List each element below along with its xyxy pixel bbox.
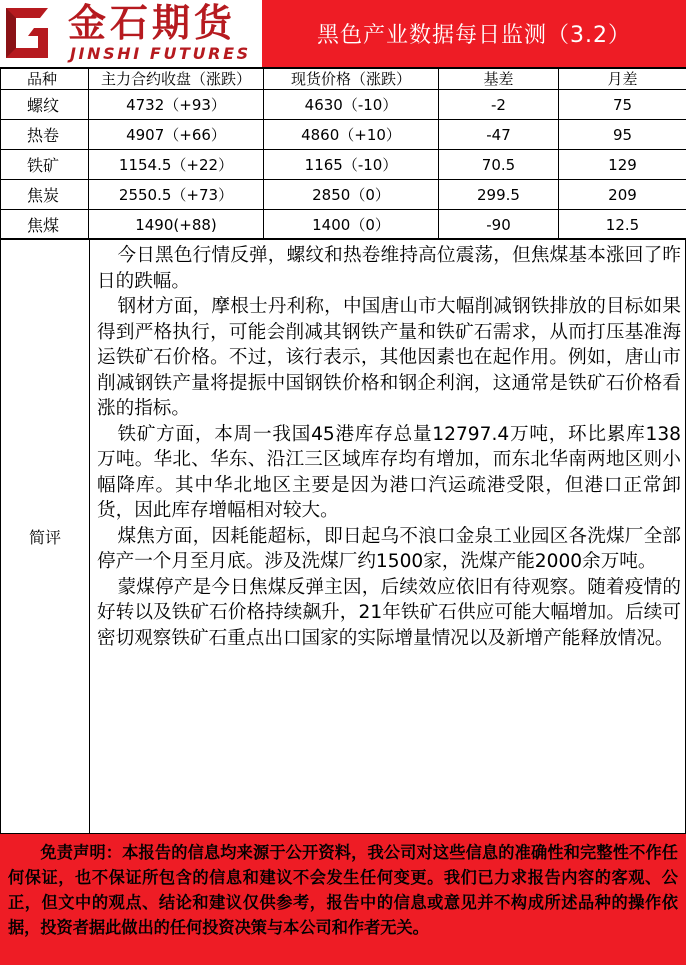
table-cell: 铁矿 <box>1 150 89 180</box>
table-row <box>1 120 686 150</box>
commentary-paragraph: 铁矿方面，本周一我国45港库存总量12797.4万吨，环比累库138万吨。华北、华东、沿江三区域库存均有增加，而东北华南两地区则小幅降库。其中华北地区主要是因为港口汽运疏港受限，但港口正常卸货，因此库存增幅相对较大。 <box>97 423 681 521</box>
table-cell: 螺纹 <box>1 90 89 120</box>
table-cell: 1154.5（+22） <box>89 150 264 180</box>
table-cell: 75 <box>559 90 686 120</box>
table-cell: 12.5 <box>559 210 686 240</box>
company-logo <box>0 0 262 67</box>
table-cell: 4907（+66） <box>89 120 264 150</box>
table-cell: 4860（+10） <box>264 120 439 150</box>
table-cell: 70.5 <box>439 150 559 180</box>
table-cell: 129 <box>559 150 686 180</box>
price-table <box>0 68 686 240</box>
commentary-body <box>97 243 681 651</box>
table-row <box>1 180 686 210</box>
commentary-paragraph: 钢材方面，摩根士丹利称，中国唐山市大幅削减钢铁排放的目标如果得到严格执行，可能会削减其钢铁产量和铁矿石需求，从而打压基准海运铁矿石价格。不过，该行表示，其他因素也在起作用。例如，唐山市削减钢铁产量将提振中国钢铁价格和钢企利润，这通常是铁矿石价格看涨的指标。 <box>97 296 681 419</box>
price-table-wrapper <box>0 68 686 240</box>
table-cell: 4732（+93） <box>89 90 264 120</box>
report-title: 黑色产业数据每日监测（3.2） <box>317 23 631 48</box>
column-header: 品种 <box>1 69 89 90</box>
table-header-row <box>1 69 686 90</box>
table-cell: 95 <box>559 120 686 150</box>
column-header: 主力合约收盘（涨跌） <box>89 69 264 90</box>
jinshi-logo-icon <box>2 2 58 64</box>
commentary-paragraph: 今日黑色行情反弹，螺纹和热卷维持高位震荡，但焦煤基本涨回了昨日的跌幅。 <box>97 245 681 292</box>
table-row <box>1 90 686 120</box>
column-header: 月差 <box>559 69 686 90</box>
commentary-paragraph: 煤焦方面，因耗能超标，即日起乌不浪口金泉工业园区各洗煤厂全部停产一个月至月底。涉及洗煤厂约1500家，洗煤产能2000余万吨。 <box>97 525 681 572</box>
table-cell: -90 <box>439 210 559 240</box>
table-cell: 209 <box>559 180 686 210</box>
report-header <box>0 0 686 68</box>
table-cell: 2850（0） <box>264 180 439 210</box>
table-cell: 4630（-10） <box>264 90 439 120</box>
commentary-section <box>0 238 686 834</box>
table-cell: 焦炭 <box>1 180 89 210</box>
table-cell: -47 <box>439 120 559 150</box>
table-cell: 热卷 <box>1 120 89 150</box>
table-row <box>1 210 686 240</box>
table-cell: -2 <box>439 90 559 120</box>
table-row <box>1 150 686 180</box>
table-cell: 2550.5（+73） <box>89 180 264 210</box>
disclaimer-text: 免责声明：本报告的信息均来源于公开资料，我公司对这些信息的准确性和完整性不作任何保证，也不保证所包含的信息和建议不会发生任何变更。我们已力求报告内容的客观、公正，但文中的观点、结论和建议仅供参考，报告中的信息或意见并不构成所述品种的操作依据，投资者据此做出的任何投资决策与本公司和作者无关。 <box>8 843 678 937</box>
title-banner <box>262 0 686 67</box>
table-cell: 1165（-10） <box>264 150 439 180</box>
disclaimer-box <box>0 834 686 965</box>
table-cell: 1490(+88) <box>89 210 264 240</box>
logo-english-name: JINSHI FUTURES <box>70 44 251 63</box>
logo-chinese-name: 金石期货 <box>68 1 237 45</box>
column-header: 现货价格（涨跌） <box>264 69 439 90</box>
commentary-label: 简评 <box>1 239 90 833</box>
column-header: 基差 <box>439 69 559 90</box>
table-cell: 299.5 <box>439 180 559 210</box>
table-cell: 1400（0） <box>264 210 439 240</box>
table-cell: 焦煤 <box>1 210 89 240</box>
commentary-paragraph: 蒙煤停产是今日焦煤反弹主因，后续效应依旧有待观察。随着疫情的好转以及铁矿石价格持续飙升，21年铁矿石供应可能大幅增加。后续可密切观察铁矿石重点出口国家的实际增量情况以及新增产能释放情况。 <box>97 576 681 649</box>
